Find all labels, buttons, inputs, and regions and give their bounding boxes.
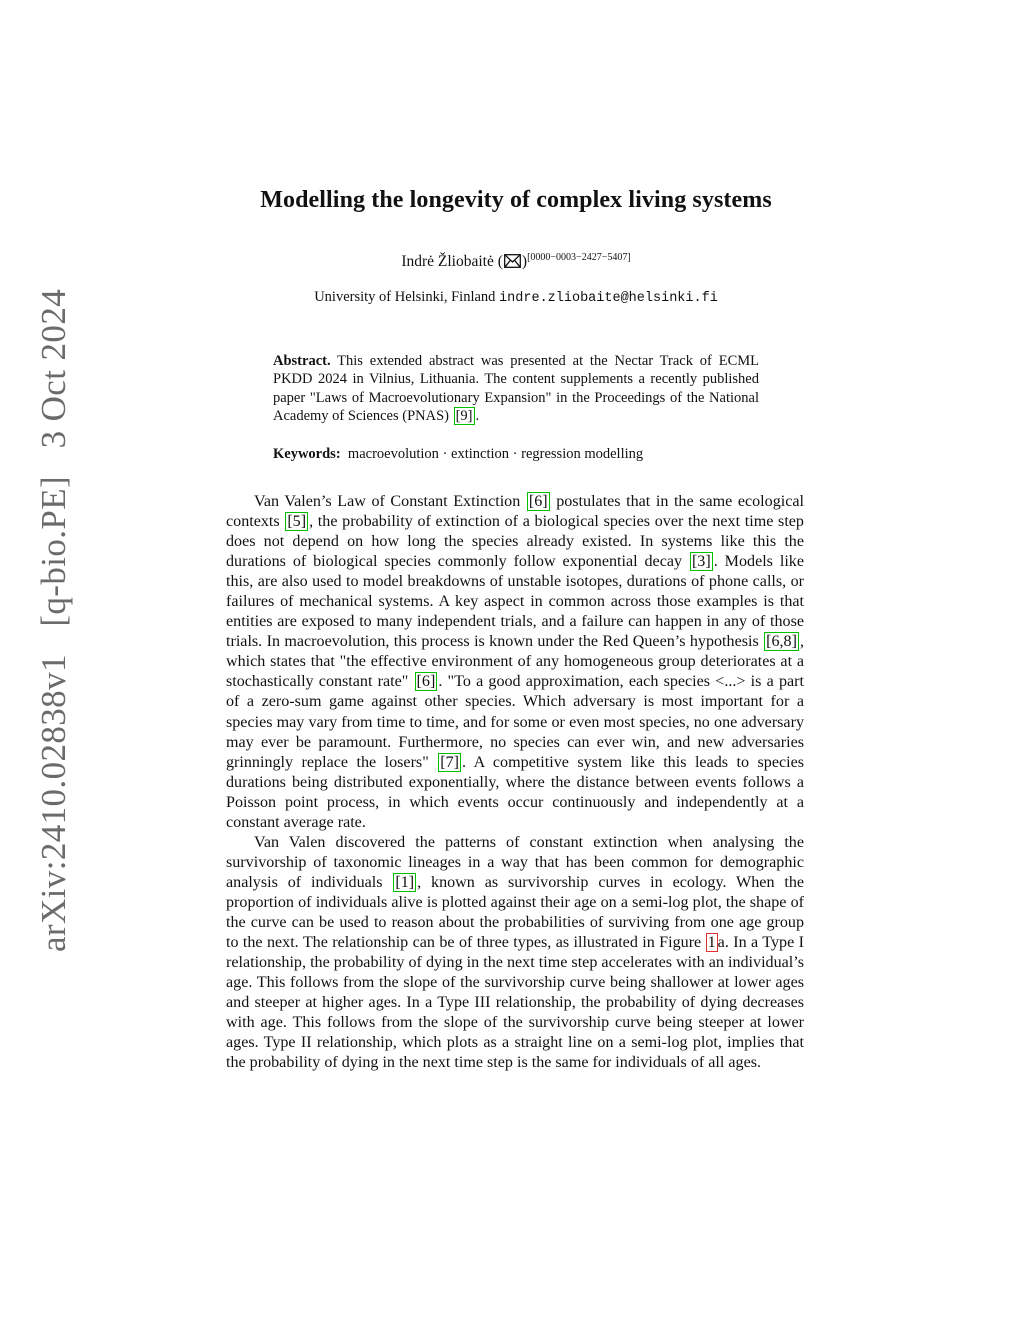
citation-link[interactable]: [9] bbox=[455, 407, 473, 424]
author-email[interactable]: indre.zliobaite@helsinki.fi bbox=[499, 291, 718, 306]
keyword: macroevolution bbox=[347, 446, 439, 462]
keywords bbox=[273, 445, 759, 463]
citation-link[interactable]: [7] bbox=[440, 753, 460, 771]
abstract-label: Abstract. bbox=[273, 353, 331, 369]
citation-link[interactable]: [6] bbox=[416, 673, 436, 691]
arxiv-sidebar-stamp bbox=[34, 289, 74, 952]
paragraph-1: Van Valen’s Law of Constant Extinction [6] postulates that in the same ecological contexts [5] , the probability of extinction of a biological species over the next time step does not depend on how long the species already existed. In systems like this the durations of biological species commonly follow exponential decay [3] . Models like this, are also used to model breakdowns of unstable isotopes, durations of phone calls, or failures of mechanical systems. A key aspect in common across those examples is that entities are exposed to many independent trials, and a failure can happen in any of those trials. In macroevolution, this process is known under the Red Queen’s hypothesis [6,8] , which states that "the effective environment of any homogeneous group deteriorates at a stochastically constant rate" [6] . "To a good approximation, each species <...> is a part of a zero-sum game against other species. Which adversary is most important for a species may vary from time to time, and for some or even most species, no one adversary may ever be paramount. Furthermore, no species can ever win, and new adversaries grinningly replace the losers" [7] . A competitive system like this leads to species durations being distributed exponentially, where the distance between events follows a Poisson point process, in which events occur continuously and independently at a constant average rate. bbox=[226, 493, 804, 831]
citation-link[interactable]: [5] bbox=[287, 513, 307, 531]
keyword: regression modelling bbox=[521, 446, 644, 462]
citation-link[interactable]: [3] bbox=[691, 553, 711, 571]
citation-link[interactable]: [1] bbox=[395, 873, 415, 891]
body-text bbox=[226, 492, 804, 1073]
keyword: extinction bbox=[451, 446, 510, 462]
paper-title: Modelling the longevity of complex living systems bbox=[260, 187, 772, 213]
abstract: Abstract. This extended abstract was presented at the Nectar Track of ECML PKDD 2024 in Vilnius, Lithuania. The content supplements a recently published paper "Laws of Macroevolutionary Expansion" in the Proceedings of the National Academy of Sciences (PNAS) [9] . bbox=[273, 353, 759, 424]
affiliation: University of Helsinki, Finland bbox=[314, 289, 496, 305]
keywords-label: Keywords: bbox=[273, 446, 341, 462]
citation-link[interactable]: [6] bbox=[528, 493, 548, 510]
affiliation-line bbox=[0, 289, 1024, 306]
citation-link[interactable]: [6,8] bbox=[766, 633, 797, 651]
figure-ref-link[interactable]: 1 bbox=[707, 934, 716, 952]
paragraph-2: Van Valen discovered the patterns of constant extinction when analysing the survivorship of taxonomic lineages in a way that has been common for demographic analysis of individuals [1] , known as survivorship curves in ecology. When the proportion of individuals alive is plotted against their age on a semi-log plot, the shape of the curve can be used to reason about the probabilities of surviving from one age group to the next. The relationship can be of three types, as illustrated in Figure 1 a. In a Type I relationship, the probability of dying in the next time step accelerates with an individual’s age. This follows from the slope of the survivorship curve being shallower at lower ages and steeper at higher ages. In a Type III relationship, the probability of dying decreases with age. This follows from the slope of the survivorship curve being steeper at lower ages. Type II relationship, which plots as a straight line on a semi-log plot, implies that the probability of dying in the next time step is the same for individuals of all ages. bbox=[226, 833, 805, 1072]
author-orcid[interactable]: [0000−0003−2427−5407] bbox=[527, 252, 631, 263]
envelope-icon[interactable] bbox=[504, 254, 521, 273]
author-line: Indrė Žliobaitė ( )[0000−0003−2427−5407] bbox=[0, 252, 1024, 273]
arxiv-date: 3 Oct 2024 bbox=[34, 288, 73, 449]
keyword-separator: · bbox=[512, 446, 518, 462]
author-name: Indrė Žliobaitė bbox=[401, 253, 494, 270]
keyword-separator: · bbox=[442, 446, 448, 462]
abstract-text: This extended abstract was presented at the Nectar Track of ECML PKDD 2024 in Vilnius, Lithuania. The content supplements a recently published paper "Laws of Macroevolutionary Expansion" in the Proceedings of the National Academy of Sciences (PNAS) bbox=[273, 353, 759, 424]
arxiv-id: arXiv:2410.02838v1 bbox=[34, 654, 73, 952]
arxiv-category: [q-bio.PE] bbox=[34, 475, 73, 627]
